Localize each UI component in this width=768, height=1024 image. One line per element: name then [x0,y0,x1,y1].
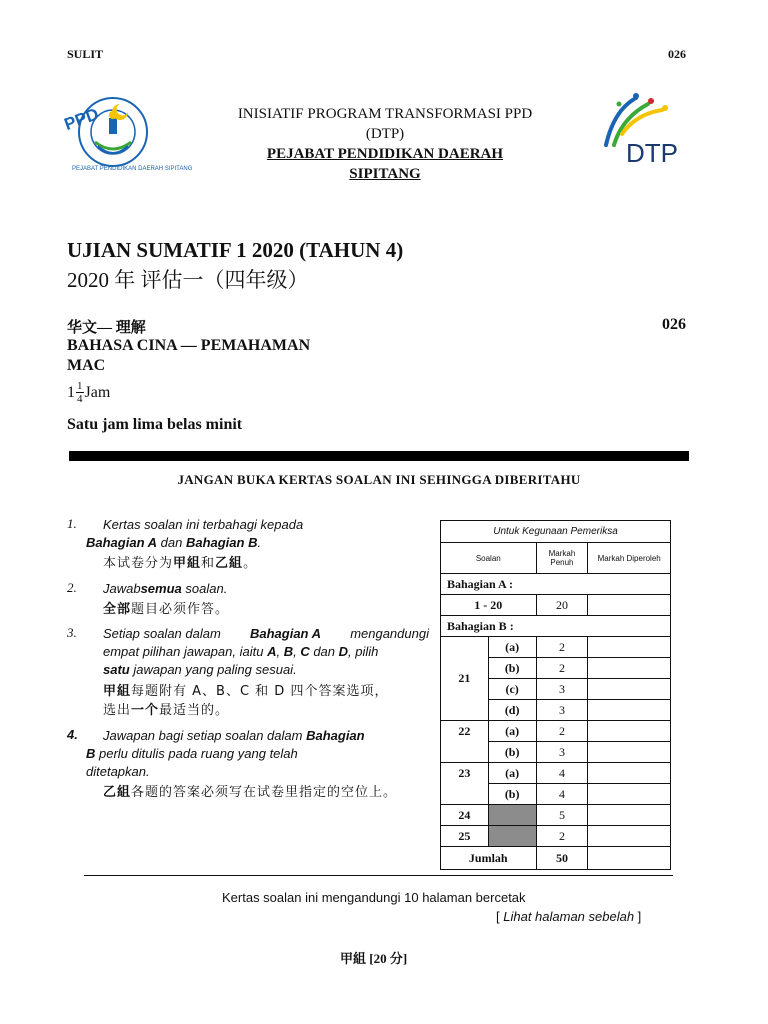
total-label: Jumlah [441,847,537,870]
bahagian-b-ref: Bahagian B [185,535,258,550]
paper-code-top: 026 [668,47,686,61]
instruction-3-f2: jawapan yang paling sesuai. [129,662,297,677]
sep-1: , [276,644,284,659]
test-title-chinese: 2020 年 评估一（四年级） [67,268,309,292]
col-markah-penuh: Markah Penuh [536,543,588,574]
col-soalan: Soalan [441,543,537,574]
question-number: 24 [441,805,489,826]
obtained-mark [588,805,671,826]
instruction-3-number: 3. [67,625,77,640]
examiner-table-caption: Untuk Kegunaan Pemeriksa [441,521,671,543]
instruction-1-number: 1. [67,516,77,531]
instruction-3-cn1-a: 甲組 [103,684,132,699]
section-b-label: Bahagian B : [441,616,671,637]
part-label: (a) [488,637,536,658]
instruction-3-cn2-b: 一个 [131,703,160,718]
section-a-label: Bahagian A : [441,574,671,595]
subject-malay: BAHASA CINA — PEMAHAMAN [67,337,311,354]
confidentiality-label: SULIT [67,47,104,61]
see-next-page [496,909,641,924]
full-mark: 4 [536,763,588,784]
instruction-3-cn2-a: 选出 [103,703,132,718]
instruction-3-a: Setiap soalan dalam [103,626,221,641]
header-district: SIPITANG [349,166,421,182]
instruction-2-number: 2. [67,580,77,595]
obtained-mark [588,595,671,616]
instruction-1-cn-c: 和 [201,556,216,571]
total-full-mark: 50 [536,847,588,870]
warning-notice: JANGAN BUKA KERTAS SOALAN INI SEHINGGA DIBERITAHU [177,472,581,487]
instruction-4-line-a [103,727,365,745]
page-count-note: Kertas soalan ini mengandungi 10 halaman bercetak [222,890,526,905]
instruction-1-cn-a: 本试卷分为 [103,556,174,571]
instruction-4-chinese [103,781,397,800]
total-obtained-mark [588,847,671,870]
instruction-3-chinese-2 [103,699,229,718]
instruction-3-chinese-1 [103,680,388,699]
subject-code: 026 [662,316,686,333]
instruction-3-cn1-b: 每题附有 A、B、C 和 D 四个答案选项， [131,684,389,699]
sep-4: , pilih [348,644,379,659]
full-mark: 4 [536,784,588,805]
instruction-2-cn-a: 全部 [103,602,132,617]
instruction-2-c: soalan. [181,581,228,596]
obtained-mark [588,784,671,805]
col-markah-diperoleh: Markah Diperoleh [588,543,671,574]
header-line-2: (DTP) [365,126,405,142]
part-label: (a) [488,763,536,784]
instruction-4-c1: B [86,746,96,761]
bahagian-a-ref: Bahagian A [86,535,158,550]
full-mark: 5 [536,805,588,826]
instruction-2 [103,580,227,598]
full-mark: 20 [536,595,588,616]
full-mark: 2 [536,637,588,658]
table-row [441,826,671,847]
instruction-1-cn-d: 乙組 [215,556,244,571]
shaded-cell [488,826,536,847]
ppd-logo [58,90,193,175]
instruction-1 [103,516,428,534]
duration-denominator: 4 [77,393,83,405]
header-office-name: PEJABAT PENDIDIKAN DAERAH [266,146,504,162]
instruction-1-and: dan [157,535,186,550]
instruction-3-b: Bahagian A [249,626,322,641]
instruction-3-d: empat pilihan jawapan, iaitu [103,644,268,659]
instruction-4-cn-b: 各题的答案必须写在试卷里指定的空位上。 [131,785,398,800]
obtained-mark [588,700,671,721]
instruction-4-line-c: ditetapkan. [86,764,150,779]
question-number: 21 [441,637,489,721]
dtp-logo-text: DTP [626,138,678,168]
obtained-mark [588,742,671,763]
instruction-4-b: Bahagian [306,728,365,743]
instruction-1-dot: . [257,535,262,550]
instruction-3-cn2-c: 最适当的。 [159,703,230,718]
instruction-1-line-b [86,534,261,552]
instruction-3-line-c [103,661,297,679]
option-a: A [267,644,277,659]
q-range: 1 - 20 [441,595,537,616]
sep-3: dan [309,644,339,659]
ppd-logo-ring-text: PEJABAT PENDIDIKAN DAERAH SIPITANG [72,166,193,172]
full-mark: 2 [536,826,588,847]
obtained-mark [588,637,671,658]
see-next-text: Lihat halaman sebelah [503,909,635,924]
obtained-mark [588,679,671,700]
instruction-2-a: Jawab [103,581,141,596]
obtained-mark [588,721,671,742]
option-c: C [300,644,310,659]
full-mark: 3 [536,679,588,700]
instruction-1-cn-b: 甲組 [173,556,202,571]
instruction-3-line-a [103,625,429,643]
examiner-table [440,520,671,870]
full-mark: 3 [536,700,588,721]
section-a-heading: 甲組 [20 分] [340,951,408,966]
instruction-4-line-b [86,745,298,763]
table-row [441,637,671,658]
question-number: 23 [441,763,489,805]
instruction-4-c2: perlu ditulis pada ruang yang telah [95,746,298,761]
part-label: (c) [488,679,536,700]
part-label: (d) [488,700,536,721]
duration-unit: Jam [84,383,111,401]
instruction-3-line-b [103,643,378,661]
instruction-1-line-a: Kertas soalan ini terbahagi kepada [103,517,304,532]
obtained-mark [588,826,671,847]
header-line-1: INISIATIF PROGRAM TRANSFORMASI PPD [237,106,533,122]
part-label: (b) [488,658,536,679]
shaded-cell [488,805,536,826]
instruction-1-chinese [103,552,257,571]
instruction-1-cn-e: 。 [243,556,258,571]
instruction-2-b: semua [140,581,182,596]
part-label: (a) [488,721,536,742]
full-mark: 2 [536,721,588,742]
table-row [441,805,671,826]
table-row [441,721,671,742]
instruction-4-cn-a: 乙組 [103,785,132,800]
subject-chinese: 华文— 理解 [67,320,146,336]
duration-whole: 1 [67,383,75,401]
part-label: (b) [488,742,536,763]
bracket-close: ] [634,909,642,924]
instruction-2-chinese [103,598,229,617]
question-number: 25 [441,826,489,847]
duration [67,380,110,405]
instruction-3-satu: satu [103,662,130,677]
ppd-logo-text: PPD [61,104,102,135]
instruction-4-number: 4. [67,727,78,742]
instruction-2-cn-b: 题目必须作答。 [131,602,230,617]
obtained-mark [588,763,671,784]
table-row [441,595,671,616]
sep-2: , [293,644,301,659]
table-row [441,763,671,784]
divider-bar [69,451,689,461]
table-row [441,847,671,870]
dtp-logo [596,90,682,166]
option-b: B [283,644,294,659]
exam-month: MAC [67,357,106,374]
duration-fraction [76,380,84,405]
duration-words: Satu jam lima belas minit [67,416,243,433]
instruction-4-a: Jawapan bagi setiap soalan dalam [103,728,307,743]
duration-numerator: 1 [77,380,83,392]
instruction-3-c: mengandungi [350,626,429,641]
full-mark: 2 [536,658,588,679]
question-number: 22 [441,721,489,763]
option-d: D [338,644,349,659]
footer-divider [84,875,673,876]
obtained-mark [588,658,671,679]
test-title: UJIAN SUMATIF 1 2020 (TAHUN 4) [67,238,404,262]
bracket-open: [ [496,909,504,924]
full-mark: 3 [536,742,588,763]
part-label: (b) [488,784,536,805]
